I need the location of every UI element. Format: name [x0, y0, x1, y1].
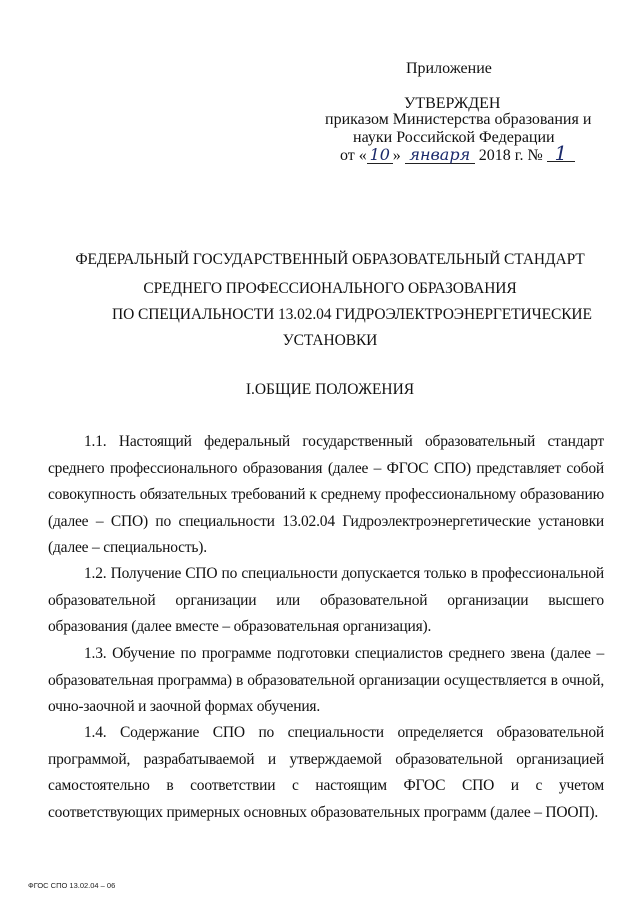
paragraph-1-1: 1.1. Настоящий федеральный государственный образовательный стандарт среднего профессионального образования (далее – ФГОС СПО) представляет собой совокупность обязательных требований к среднему профессиональному образованию (далее – СПО) по специальности 13.02.04 Гидроэлектроэнергетические установки (далее – специальность).: [48, 433, 604, 556]
order-month-handwritten: января: [405, 147, 475, 164]
document-title-line-1: ФЕДЕРАЛЬНЫЙ ГОСУДАРСТВЕННЫЙ ОБРАЗОВАТЕЛЬНЫЙ СТАНДАРТ: [75, 251, 585, 268]
approved-label: УТВЕРЖДЕН: [404, 95, 501, 112]
footer-code: ФГОС СПО 13.02.04 – 06: [28, 881, 116, 890]
appendix-label: Приложение: [406, 60, 492, 77]
order-date-mid: »: [392, 147, 401, 164]
order-line-2: науки Российской Федерации: [353, 129, 555, 146]
document-title-line-2: СРЕДНЕГО ПРОФЕССИОНАЛЬНОГО ОБРАЗОВАНИЯ: [143, 280, 517, 297]
order-number-handwritten: 1: [547, 145, 575, 162]
order-date-line: [340, 141, 575, 165]
section-heading: I.ОБЩИЕ ПОЛОЖЕНИЯ: [245, 381, 415, 398]
document-title-line-4: УСТАНОВКИ: [282, 332, 378, 349]
paragraph-1-2: 1.2. Получение СПО по специальности допускается только в профессиональной образовательной организации или образовательной организации высшего образования (далее вместе – образовательная организация).: [48, 565, 604, 635]
order-line-1: приказом Министерства образования и: [325, 111, 592, 128]
order-year: 2018 г. №: [478, 147, 543, 164]
order-day-handwritten: 10: [367, 147, 393, 164]
paragraph-1-3: 1.3. Обучение по программе подготовки специалистов среднего звена (далее – образовательная программа) в образовательной организации осуществляется в очной, очно-заочной и заочной формах обучения.: [48, 645, 604, 715]
order-date-prefix: от «: [340, 147, 367, 164]
paragraph-1-4: 1.4. Содержание СПО по специальности определяется образовательной программой, разрабатываемой и утверждаемой образовательной организацией самостоятельно в соответствии с настоящим ФГОС СПО и с учетом соответствующих примерных основных образовательных программ (далее – ПООП).: [48, 724, 604, 821]
document-title-line-3: ПО СПЕЦИАЛЬНОСТИ 13.02.04 ГИДРОЭЛЕКТРОЭНЕРГЕТИЧЕСКИЕ: [112, 306, 592, 323]
